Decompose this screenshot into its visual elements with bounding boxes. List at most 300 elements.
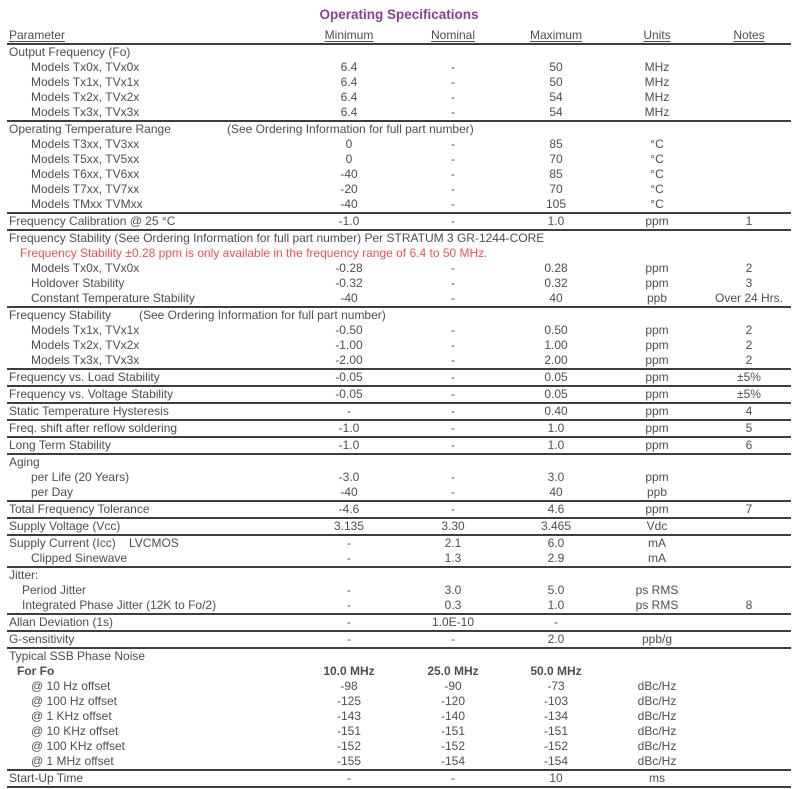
nominal-cell: -: [401, 770, 505, 787]
maximum-cell: 85: [549, 137, 563, 151]
notes-cell: [707, 679, 791, 694]
maximum-cell: 1.0: [505, 598, 607, 614]
parameter-label: Models Tx1x, TVx1x: [31, 323, 140, 337]
minimum-cell: -: [297, 551, 401, 567]
parameter-label: Period Jitter: [22, 583, 87, 597]
spec-row: [7, 261, 791, 276]
notes-cell: [707, 60, 791, 75]
minimum-cell: -125: [336, 694, 362, 708]
spec-row: [7, 276, 791, 291]
section-row: [7, 454, 791, 470]
maximum-cell: 50: [549, 60, 563, 74]
spec-row: [7, 709, 791, 724]
spec-row: [7, 60, 791, 75]
parameter-label: Start-Up Time: [9, 771, 84, 785]
parameter-label: @ 1 MHz offset: [31, 754, 114, 768]
notes-cell: Over 24 Hrs.: [707, 291, 791, 307]
parameter-cell: [7, 261, 297, 276]
units-cell: [607, 614, 707, 631]
minimum-cell: -: [347, 583, 351, 597]
nominal-cell: -151: [440, 724, 466, 738]
minimum-cell: 6.4: [340, 90, 358, 104]
notes-cell: ±5%: [707, 386, 791, 403]
parameter-cell: [7, 197, 297, 213]
maximum-cell: 85: [549, 167, 563, 181]
parameter-cell: [7, 182, 297, 197]
col-header-maximum: Maximum: [505, 25, 607, 44]
nominal-cell: -: [401, 437, 505, 454]
nominal-cell: -140: [440, 709, 466, 723]
maximum-cell: 1.0: [505, 420, 607, 437]
parameter-cell: [7, 437, 297, 454]
units-cell: MHz: [644, 90, 670, 104]
spec-row: [7, 403, 791, 420]
minimum-cell: -0.28: [335, 261, 363, 275]
nominal-cell: -: [401, 197, 505, 213]
nominal-cell: -: [451, 167, 455, 181]
nominal-cell: -120: [440, 694, 466, 708]
spec-row: [7, 291, 791, 307]
notes-cell: [707, 518, 791, 535]
maximum-cell: 50.0 MHz: [530, 664, 582, 678]
minimum-cell: 3.135: [297, 518, 401, 535]
units-cell: MHz: [644, 60, 670, 74]
units-cell: dBc/Hz: [637, 739, 677, 753]
parameter-label: Holdover Stability: [31, 276, 125, 290]
notes-cell: [707, 739, 791, 754]
spec-row: [7, 739, 791, 754]
parameter-cell: [7, 246, 791, 261]
nominal-cell: -: [401, 403, 505, 420]
units-cell: ppm: [607, 213, 707, 230]
nominal-cell: -: [401, 291, 505, 307]
spec-row: [7, 754, 791, 770]
parameter-cell: [7, 631, 297, 648]
minimum-cell: -152: [336, 739, 362, 753]
units-cell: ppm: [607, 353, 707, 369]
section-row: [7, 648, 791, 664]
maximum-cell: -: [505, 614, 607, 631]
parameter-cell: [7, 694, 297, 709]
spec-row: [7, 152, 791, 167]
units-cell: ppm: [645, 261, 669, 275]
nominal-cell: -: [401, 485, 505, 501]
spec-row: [7, 535, 791, 551]
notes-cell: [707, 631, 791, 648]
minimum-cell: -1.00: [335, 338, 363, 352]
table-header-row: [7, 25, 791, 44]
minimum-cell: -: [297, 770, 401, 787]
page-title: Operating Specifications: [319, 7, 479, 22]
maximum-cell: 70: [549, 152, 563, 166]
units-cell: ppb/g: [607, 631, 707, 648]
minimum-cell: 0: [345, 137, 353, 151]
maximum-cell: 1.0: [505, 437, 607, 454]
notes-cell: [707, 694, 791, 709]
notes-cell: 1: [707, 213, 791, 230]
parameter-cell: [7, 152, 297, 167]
parameter-cell: [7, 454, 791, 470]
parameter-label: Total Frequency Tolerance: [9, 502, 150, 516]
spec-row: [7, 583, 791, 598]
notes-cell: 6: [707, 437, 791, 454]
notes-cell: [707, 105, 791, 121]
parameter-cell: [7, 470, 297, 485]
nominal-cell: -: [451, 75, 455, 89]
parameter-label: For Fo: [17, 664, 55, 678]
parameter-label: Models Tx0x, TVx0x: [31, 60, 140, 74]
parameter-label: Models T5xx, TV5xx: [31, 152, 140, 166]
nominal-cell: -: [401, 353, 505, 369]
maximum-cell: 40: [505, 485, 607, 501]
units-cell: ppm: [645, 323, 669, 337]
spec-row: [7, 213, 791, 230]
parameter-cell: [7, 420, 297, 437]
minimum-cell: -20: [340, 182, 358, 196]
minimum-cell: -: [297, 403, 401, 420]
units-cell: ppm: [607, 369, 707, 386]
minimum-cell: -: [297, 614, 401, 631]
spec-row: [7, 105, 791, 121]
maximum-cell: 0.28: [544, 261, 568, 275]
parameter-label: Operating Temperature Range: [9, 122, 171, 136]
notes-cell: [707, 754, 791, 770]
minimum-cell: -0.32: [335, 276, 363, 290]
parameter-label: Models Tx1x, TVx1x: [31, 75, 140, 89]
col-header-notes: Notes: [707, 25, 791, 44]
nominal-cell: -: [451, 90, 455, 104]
nominal-cell: -: [401, 386, 505, 403]
minimum-cell: -2.00: [297, 353, 401, 369]
notes-cell: 7: [707, 501, 791, 518]
minimum-cell: -40: [297, 197, 401, 213]
units-cell: [607, 664, 707, 679]
maximum-cell: 10: [505, 770, 607, 787]
notes-cell: 3: [745, 276, 753, 290]
parameter-cell: [7, 291, 297, 307]
parameter-cell: [7, 75, 297, 90]
notes-cell: [707, 182, 791, 197]
units-cell: dBc/Hz: [637, 694, 677, 708]
parameter-cell: [7, 121, 791, 137]
spec-row: [7, 501, 791, 518]
spec-row: [7, 338, 791, 353]
maximum-cell: 3.0: [547, 470, 565, 484]
spec-row: [7, 369, 791, 386]
parameter-cell: [7, 403, 297, 420]
nominal-cell: -: [451, 323, 455, 337]
nominal-cell: -: [451, 182, 455, 196]
parameter-cell: [7, 518, 297, 535]
maximum-cell: -154: [505, 754, 607, 770]
maximum-cell: -134: [543, 709, 569, 723]
spec-row: [7, 353, 791, 369]
operating-specifications-table: [7, 25, 791, 788]
parameter-label: Long Term Stability: [9, 438, 111, 452]
parameter-label: @ 10 Hz offset: [31, 679, 111, 693]
spec-row: [7, 167, 791, 182]
units-cell: ppm: [645, 338, 669, 352]
parameter-label: Output Frequency (Fo): [9, 45, 131, 59]
maximum-cell: -152: [543, 739, 569, 753]
parameter-cell: [7, 276, 297, 291]
parameter-label: @ 100 Hz offset: [31, 694, 118, 708]
spec-row: [7, 694, 791, 709]
notes-cell: 8: [707, 598, 791, 614]
notes-cell: [707, 551, 791, 567]
spec-row: [7, 386, 791, 403]
notes-cell: [707, 90, 791, 105]
notes-cell: 2: [745, 323, 753, 337]
parameter-cell: [7, 323, 297, 338]
minimum-cell: 6.4: [340, 60, 358, 74]
units-cell: Vdc: [607, 518, 707, 535]
nominal-cell: -: [401, 213, 505, 230]
parameter-cell: [7, 167, 297, 182]
spec-row: [7, 137, 791, 152]
minimum-cell: -3.0: [338, 470, 360, 484]
units-cell: mA: [607, 551, 707, 567]
spec-row: [7, 614, 791, 631]
maximum-cell: 0.05: [505, 369, 607, 386]
maximum-cell: 2.0: [505, 631, 607, 648]
notes-cell: [707, 197, 791, 213]
parameter-label: Clipped Sinewave: [31, 551, 128, 565]
minimum-cell: -155: [297, 754, 401, 770]
nominal-cell: -: [401, 501, 505, 518]
nominal-cell: 1.0E-10: [401, 614, 505, 631]
maximum-cell: -151: [543, 724, 569, 738]
spec-row: [7, 90, 791, 105]
spec-row: [7, 182, 791, 197]
spec-row: [7, 724, 791, 739]
parameter-label: Aging: [9, 455, 40, 469]
spec-row: [7, 323, 791, 338]
section-row: [7, 230, 791, 246]
parameter-cell: [7, 485, 297, 501]
units-cell: °C: [607, 197, 707, 213]
parameter-label: Models T6xx, TV6xx: [31, 167, 140, 181]
parameter-cell: [7, 213, 297, 230]
parameter-label: Models Tx0x, TVx0x: [31, 261, 140, 275]
maximum-cell: 1.0: [505, 213, 607, 230]
parameter-cell: [7, 535, 297, 551]
nominal-cell: -: [401, 420, 505, 437]
spec-row: [7, 770, 791, 787]
nominal-cell: -154: [401, 754, 505, 770]
parameter-label: @ 100 KHz offset: [31, 739, 126, 753]
notes-cell: [707, 709, 791, 724]
parameter-cell: [7, 44, 791, 60]
parameter-label: Frequency Stability (See Ordering Information for full part number) Per STRATUM 3 GR-1244-CORE: [9, 231, 545, 245]
maximum-cell: 2.00: [505, 353, 607, 369]
units-cell: °C: [650, 182, 664, 196]
section-row: [7, 567, 791, 583]
spec-row: [7, 518, 791, 535]
units-cell: °C: [650, 137, 664, 151]
parameter-cell: [7, 137, 297, 152]
parameter-label: Allan Deviation (1s): [9, 615, 114, 629]
nominal-cell: -: [451, 261, 455, 275]
nominal-cell: -90: [444, 679, 462, 693]
minimum-cell: -0.05: [297, 369, 401, 386]
nominal-cell: -: [451, 60, 455, 74]
notes-cell: [707, 470, 791, 485]
spec-row: [7, 551, 791, 567]
units-cell: dBc/Hz: [637, 724, 677, 738]
spec-row: [7, 470, 791, 485]
spec-row: [7, 679, 791, 694]
parameter-label: Supply Current (Icc): [9, 536, 116, 550]
parameter-label: Models Tx2x, TVx2x: [31, 90, 140, 104]
nominal-cell: -: [451, 276, 455, 290]
units-cell: mA: [648, 536, 666, 550]
nominal-cell: 25.0 MHz: [427, 664, 479, 678]
parameter-cell: [7, 754, 297, 770]
units-cell: ppm: [607, 403, 707, 420]
units-cell: dBc/Hz: [637, 709, 677, 723]
col-header-minimum: Minimum: [297, 25, 401, 44]
maximum-cell: 6.0: [547, 536, 565, 550]
parameter-cell: [7, 307, 791, 323]
parameter-label: Frequency Calibration @ 25 °C: [9, 214, 176, 228]
spec-row: [7, 197, 791, 213]
nominal-cell: -: [451, 152, 455, 166]
maximum-cell: 0.40: [505, 403, 607, 420]
nominal-cell: -: [451, 470, 455, 484]
maximum-cell: 1.00: [544, 338, 568, 352]
parameter-cell: [7, 648, 791, 664]
parameter-label: Frequency Stability ±0.28 ppm is only available in the frequency range of 6.4 to 50 MHz.: [20, 246, 488, 260]
maximum-cell: 3.465: [505, 518, 607, 535]
parameter-cell: [7, 709, 297, 724]
minimum-cell: -98: [340, 679, 358, 693]
parameter-label: Models T3xx, TV3xx: [31, 137, 140, 151]
nominal-cell: -: [401, 631, 505, 648]
parameter-cell: [7, 739, 297, 754]
units-cell: ppm: [607, 386, 707, 403]
notes-cell: 2: [745, 261, 753, 275]
spec-row: [7, 598, 791, 614]
parameter-cell: [7, 230, 791, 246]
parameter-cell: [7, 567, 791, 583]
parameter-cell: [7, 724, 297, 739]
minimum-cell: -151: [336, 724, 362, 738]
maximum-cell: 40: [505, 291, 607, 307]
parameter-cell: [7, 386, 297, 403]
parameter-cell: [7, 614, 297, 631]
parameter-cell: [7, 664, 297, 679]
notes-cell: 2: [745, 338, 753, 352]
nominal-cell: 0.3: [401, 598, 505, 614]
units-cell: MHz: [644, 75, 670, 89]
parameter-label: Frequency vs. Load Stability: [9, 370, 160, 384]
minimum-cell: 10.0 MHz: [323, 664, 375, 678]
spec-row: [7, 631, 791, 648]
nominal-cell: 3.30: [401, 518, 505, 535]
notes-cell: 4: [707, 403, 791, 420]
minimum-cell: -40: [297, 291, 401, 307]
parameter-label: Frequency vs. Voltage Stability: [9, 387, 174, 401]
notes-cell: [707, 664, 791, 679]
parameter-label: Integrated Phase Jitter (12K to Fo/2): [22, 598, 217, 612]
notes-cell: 2: [707, 353, 791, 369]
maximum-cell: 5.0: [547, 583, 565, 597]
parameter-label: Models T7xx, TV7xx: [31, 182, 140, 196]
parameter-cell: [7, 583, 297, 598]
notes-cell: [707, 485, 791, 501]
nominal-cell: -: [401, 105, 505, 121]
minimum-cell: -143: [336, 709, 362, 723]
nominal-cell: 2.1: [444, 536, 462, 550]
section-note: (See Ordering Information for full part number): [227, 122, 474, 136]
units-cell: ps RMS: [635, 583, 679, 597]
parameter-label: @ 1 KHz offset: [31, 709, 112, 723]
nominal-cell: -: [401, 369, 505, 386]
parameter-cell: [7, 60, 297, 75]
parameter-label: Supply Voltage (Vcc): [9, 519, 121, 533]
maximum-cell: 54: [549, 90, 563, 104]
notes-cell: [707, 535, 791, 551]
notes-cell: [707, 137, 791, 152]
minimum-cell: -40: [340, 167, 358, 181]
parameter-cell: [7, 90, 297, 105]
units-cell: ppb: [607, 485, 707, 501]
section-row: [7, 121, 791, 137]
parameter-label: Frequency Stability: [9, 308, 112, 322]
notes-cell: 5: [707, 420, 791, 437]
minimum-cell: 0: [345, 152, 353, 166]
units-cell: MHz: [607, 105, 707, 121]
units-cell: ppm: [607, 437, 707, 454]
parameter-cell: [7, 770, 297, 787]
parameter-cell: [7, 338, 297, 353]
parameter-label: Models Tx3x, TVx3x: [31, 105, 140, 119]
maximum-cell: 4.6: [505, 501, 607, 518]
spec-row: [7, 75, 791, 90]
maximum-cell: 0.50: [544, 323, 568, 337]
minimum-cell: -: [297, 631, 401, 648]
col-header-units: Units: [607, 25, 707, 44]
parameter-label: @ 10 KHz offset: [31, 724, 119, 738]
units-cell: ppm: [607, 420, 707, 437]
notes-cell: [707, 75, 791, 90]
maximum-cell: 54: [505, 105, 607, 121]
units-cell: °C: [650, 152, 664, 166]
minimum-cell: -1.0: [297, 420, 401, 437]
nominal-cell: -152: [440, 739, 466, 753]
notes-cell: [707, 770, 791, 787]
units-cell: ppm: [645, 470, 669, 484]
nominal-cell: 3.0: [444, 583, 462, 597]
parameter-cell: [7, 679, 297, 694]
parameter-label: Static Temperature Hysteresis: [9, 404, 169, 418]
units-cell: ms: [607, 770, 707, 787]
minimum-cell: -: [347, 536, 351, 550]
minimum-cell: -0.50: [335, 323, 363, 337]
units-cell: °C: [650, 167, 664, 181]
nominal-cell: 1.3: [401, 551, 505, 567]
minimum-cell: 6.4: [297, 105, 401, 121]
notes-cell: [707, 167, 791, 182]
parameter-label: Models Tx3x, TVx3x: [31, 353, 140, 367]
spec-row: [7, 664, 791, 679]
units-cell: ppm: [645, 276, 669, 290]
parameter-label: Freq. shift after reflow soldering: [9, 421, 178, 435]
minimum-cell: -: [297, 598, 401, 614]
minimum-cell: -1.0: [297, 437, 401, 454]
section-row: [7, 44, 791, 60]
